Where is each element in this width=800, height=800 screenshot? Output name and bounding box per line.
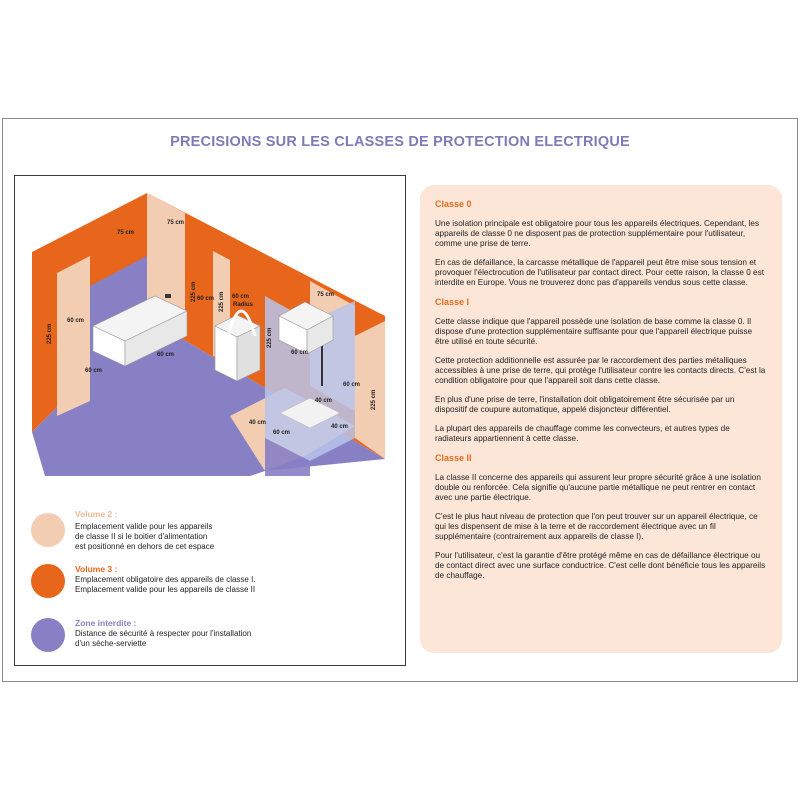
classe1-heading: Classe I — [435, 297, 470, 307]
zone-interdite-title: Zone interdite : — [75, 618, 137, 628]
label-225cm-mid: 225 cm — [219, 291, 225, 312]
label-60cm-floor: 60 cm — [85, 368, 103, 374]
bathroom-diagram — [15, 176, 406, 476]
label-60cm-shower: 60 cm — [291, 350, 309, 356]
volume2-desc-line2: de classe II si le boitier d'alimentation — [75, 532, 208, 541]
label-60cm-right: 60 cm — [343, 382, 361, 388]
label-40cm-b: 40 cm — [315, 398, 333, 404]
label-225cm-shower: 225 cm — [267, 327, 273, 348]
classe0-heading: Classe 0 — [435, 199, 472, 209]
zone-interdite-desc-line2: d'un sèche-serviette — [75, 639, 147, 648]
volume3-title: Volume 3 : — [75, 564, 118, 574]
label-60cm-sink: 60 cm — [197, 296, 215, 302]
label-75cm-back: 75 cm — [167, 220, 185, 226]
volume3-desc-line1: Emplacement obligatoire des appareils de classe I. — [75, 575, 256, 584]
label-40cm-a: 40 cm — [249, 420, 267, 426]
label-40cm-c: 40 cm — [331, 424, 349, 430]
label-75cm-shower: 75 cm — [317, 292, 335, 298]
classe2-paragraph-1: La classe II concerne des appareils qui assurent leur propre sécurité grâce à une isolation double ou renforcée. Cela signifie qu'aucune partie métallique ne peut rentrer en contact avec une partie électrique. — [435, 473, 761, 502]
classes-panel — [420, 185, 782, 653]
volume3-swatch — [31, 564, 65, 598]
label-60cm-bath: 60 cm — [157, 352, 175, 358]
classe2-heading: Classe II — [435, 453, 472, 463]
zone-interdite-swatch — [31, 618, 65, 652]
volume2-left-wall — [57, 256, 90, 416]
volume2-desc-line3: est positionné en dehors de cet espace — [75, 542, 215, 551]
classe1-paragraph-1: Cette classe indique que l'appareil possède une isolation de base comme la classe 0. Il dispose d'une protection supplémentaire suffisante pour que l'appareil électrique puisse être utilisé en toute sécurité. — [435, 317, 753, 346]
label-225cm-right: 225 cm — [371, 389, 377, 410]
diagram-panel — [14, 175, 406, 666]
bath-faucet — [165, 294, 171, 298]
volume2-shower-right — [355, 321, 385, 459]
volume2-title: Volume 2 : — [75, 509, 118, 519]
label-225cm-left: 225 cm — [47, 323, 53, 344]
classe2-paragraph-3: Pour l'utilisateur, c'est la garantie d'être protégé même en cas de défaillance électrique ou de contact direct avec une surface conductrice. C'est celle dont bénéficie tous les appareils de chauffage. — [435, 551, 766, 580]
label-75cm-left: 75 cm — [117, 230, 135, 236]
classe2-paragraph-2: C'est le plus haut niveau de protection que l'on peut trouver sur un appareil électrique, ce qui les dispensent de mise à la terre et de raccordement électrique avec un fil supplémentaire (contrairement aux appareils de classe I). — [435, 512, 758, 541]
label-60cm-floor-right: 60 cm — [273, 430, 291, 436]
classe1-paragraph-3: En plus d'une prise de terre, l'installation doit obligatoirement être sécurisée par un dispositif de coupure automatique, appelé disjoncteur différentiel. — [435, 395, 735, 414]
classe0-paragraph-1: Une isolation principale est obligatoire pour tous les appareils électriques. Cependant, les appareils de classe 0 ne disposent pas de protection supplémentaire pour l'utilisateur, comme une prise de terre. — [435, 219, 760, 248]
label-60cm-wall: 60 cm — [67, 318, 85, 324]
volume2-swatch — [31, 513, 65, 547]
zone-interdite-desc-line1: Distance de sécurité à respecter pour l'installation — [75, 629, 252, 638]
label-radius-value: 60 cm — [232, 294, 250, 300]
classe0-paragraph-2: En cas de défaillance, la carcasse métallique de l'appareil peut être mise sous tension et provoquer l'électrocution de l'utilisateur par contact direct. Pour cette raison, la classe 0 est interdite en Europe. Vous ne trouverez donc pas d'appareils vendus sous cette classe. — [435, 258, 764, 287]
classe1-paragraph-4: La plupart des appareils de chauffage comme les convecteurs, et autres types de radiateurs appartiennent à cette classe. — [435, 424, 730, 443]
label-radius: Radius — [233, 302, 254, 308]
classe1-paragraph-2: Cette protection additionnelle est assurée par le raccordement des parties métalliques accessibles à une prise de terre, qui protège l'utilisateur contre les contacts directs. C'est la condition obligatoire pour que l'appareil soit dans cette classe. — [435, 356, 766, 385]
page-title: PRECISIONS SUR LES CLASSES DE PROTECTION ELECTRIQUE — [170, 134, 630, 150]
volume2-desc-line1: Emplacement valide pour les appareils — [75, 522, 213, 531]
volume3-desc-line2: Emplacement valide pour les appareils de classe II — [75, 585, 256, 594]
label-225cm-back: 225 cm — [191, 281, 197, 302]
